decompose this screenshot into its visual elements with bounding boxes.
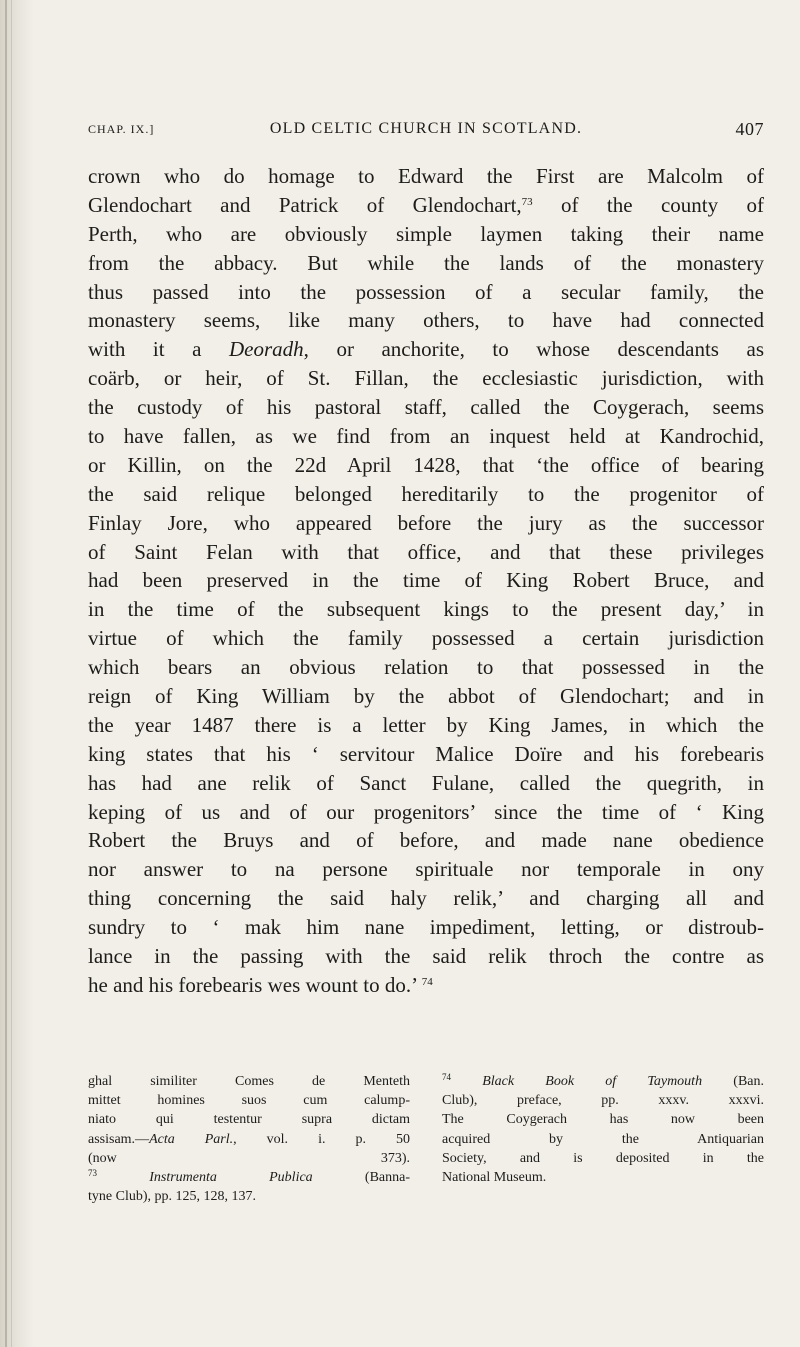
footnote-line: $^{74}$ Black Book of Taymouth (Ban. xyxy=(442,1072,764,1089)
footnote-line: (now 373). xyxy=(88,1150,410,1166)
footnote-line: ghal similiter Comes de Menteth xyxy=(88,1074,410,1089)
body-line: monastery seems, like many others, to have had connected xyxy=(88,308,764,333)
body-line: Robert the Bruys and of before, and made nane obedience xyxy=(88,828,764,853)
footnote-marker: 74 xyxy=(421,975,433,988)
body-line: in the time of the subsequent kings to the present day,’ in xyxy=(88,597,764,622)
body-line: the year 1487 there is a letter by King James, in which the xyxy=(88,712,764,737)
footnote-marker: 73 xyxy=(88,1167,97,1178)
footnote-line: acquired by the Antiquarian xyxy=(442,1131,764,1147)
italic-text: Instrumenta Publica xyxy=(149,1169,313,1185)
body-line: from the abbacy. But while the lands of the monastery xyxy=(88,250,764,275)
body-line: keping of us and of our progenitors’ since the time of ‘ King xyxy=(88,799,764,824)
footnotes-right-column xyxy=(442,1072,764,1187)
body-line: sundry to ‘ mak him nane impediment, letting, or distroub- xyxy=(88,915,764,940)
body-line: coärb, or heir, of St. Fillan, the ecclesiastic jurisdiction, with xyxy=(88,366,764,391)
footnotes-left-column xyxy=(88,1072,410,1206)
running-title: OLD CELTIC CHURCH IN SCOTLAND. xyxy=(269,120,583,137)
footnote-line: niato qui testentur supra dictam xyxy=(88,1112,410,1128)
body-line: to have fallen, as we find from an inquest held at Kandrochid, xyxy=(88,424,764,449)
page-number: 407 xyxy=(735,119,764,139)
body-line: Finlay Jore, who appeared before the jury as the successor xyxy=(88,510,764,535)
body-line: crown who do homage to Edward the First are Malcolm of xyxy=(88,164,764,188)
footnote-line: National Museum. xyxy=(442,1169,547,1185)
body-line: he and his forebearis wes wount to do.’ $^{74}$ xyxy=(88,972,433,997)
body-line: had been preserved in the time of King Robert Bruce, and xyxy=(88,568,764,593)
running-head xyxy=(88,120,764,142)
italic-text: Acta Parl. xyxy=(149,1131,234,1147)
body-line: thing concerning the said haly relik,’ and charging all and xyxy=(88,886,764,911)
body-line: or Killin, on the 22d April 1428, that ‘the office of bearing xyxy=(88,452,764,477)
footnote-marker: 73 xyxy=(521,195,533,208)
italic-text: Deoradh xyxy=(228,337,304,362)
body-line: thus passed into the possession of a secular family, the xyxy=(88,279,764,304)
body-line: virtue of which the family possessed a certain jurisdiction xyxy=(88,626,764,651)
body-line: which bears an obvious relation to that possessed in the xyxy=(88,655,764,680)
book-binding-edge-inner xyxy=(11,0,12,1347)
body-text xyxy=(88,162,764,1000)
footnote-line: $^{73}$ Instrumenta Publica (Banna- xyxy=(88,1167,410,1185)
footnote-line: assisam.—Acta Parl., vol. i. p. 50 xyxy=(88,1131,411,1147)
body-line: lance in the passing with the said relik throch the contre as xyxy=(88,944,764,969)
body-line: has had ane relik of Sanct Fulane, called the quegrith, in xyxy=(88,770,764,795)
body-line: with it a Deoradh, or anchorite, to whose descendants as xyxy=(88,337,764,362)
footnote-marker: 74 xyxy=(442,1072,451,1082)
body-line: king states that his ‘ servitour Malice Doïre and his forebearis xyxy=(88,741,764,766)
body-line: of Saint Felan with that office, and that these privileges xyxy=(88,539,764,564)
body-line: Glendochart and Patrick of Glendochart,$^{73}$ of the county of xyxy=(88,192,764,217)
italic-text: Black Book of Taymouth xyxy=(482,1074,703,1089)
body-line: Perth, who are obviously simple laymen taking their name xyxy=(88,221,764,246)
body-line: nor answer to na persone spirituale nor temporale in ony xyxy=(88,857,764,882)
footnote-line: Club), preface, pp. xxxv. xxxvi. xyxy=(442,1093,764,1109)
book-binding-edge xyxy=(5,0,7,1347)
body-line: the custody of his pastoral staff, called the Coygerach, seems xyxy=(88,395,764,420)
chapter-label: CHAP. IX.] xyxy=(88,122,155,136)
body-line: the said relique belonged hereditarily to the progenitor of xyxy=(88,481,764,506)
footnote-line: Society, and is deposited in the xyxy=(442,1150,764,1166)
footnote-line: tyne Club), pp. 125, 128, 137. xyxy=(88,1189,256,1205)
footnote-line: The Coygerach has now been xyxy=(442,1112,764,1128)
footnote-line: mittet homines suos cum calump- xyxy=(88,1093,410,1109)
body-line: reign of King William by the abbot of Glendochart; and in xyxy=(88,684,764,709)
